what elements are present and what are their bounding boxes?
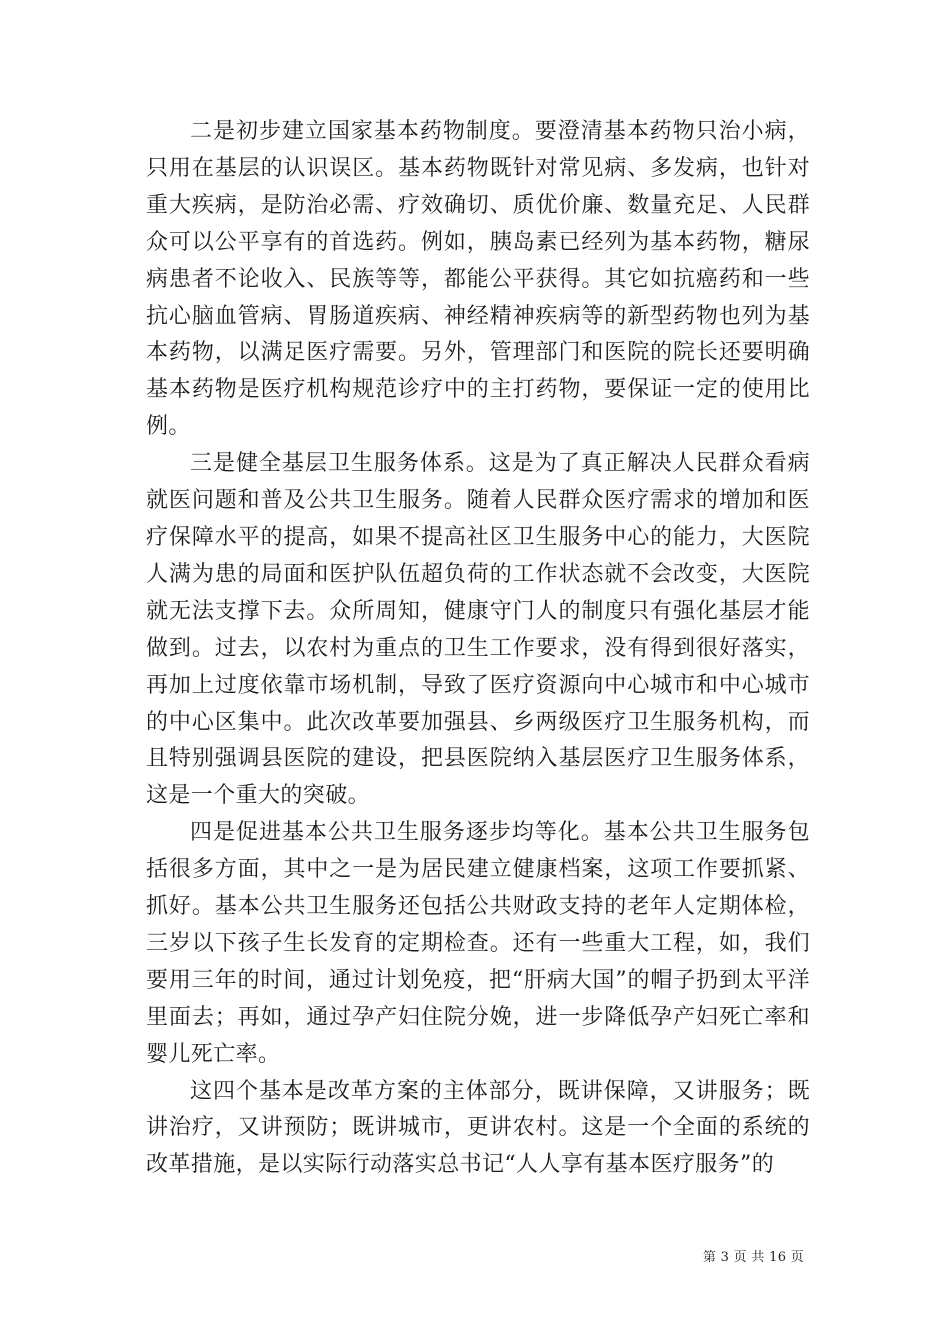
paragraph-grassroots-health: 三是健全基层卫生服务体系。这是为了真正解决人民群众看病就医问题和普及公共卫生服务。随着人民群众医疗需求的增加和医疗保障水平的提高，如果不提高社区卫生服务中心的能力，大医院人满为患的局面和医护队伍超负荷的工作状态就不会改变，大医院就无法支撑下去。众所周知，健康守门人的制度只有强化基层才能做到。过去，以农村为重点的卫生工作要求，没有得到很好落实，再加上过度依靠市场机制，导致了医疗资源向中心城市和中心城市的中心区集中。此次改革要加强县、乡两级医疗卫生服务机构，而且特别强调县医院的建设，把县医院纳入基层医疗卫生服务体系，这是一个重大的突破。: [146, 451, 810, 809]
paragraph-basic-drugs: 二是初步建立国家基本药物制度。要澄清基本药物只治小病，只用在基层的认识误区。基本药物既针对常见病、多发病，也针对重大疾病，是防治必需、疗效确切、质优价廉、数量充足、人民群众可以公平享有的首选药。例如，胰岛素已经列为基本药物，糖尿病患者不论收入、民族等等，都能公平获得。其它如抗癌药和一些抗心脑血管病、胃肠道疾病、神经精神疾病等的新型药物也列为基本药物，以满足医疗需要。另外，管理部门和医院的院长还要明确基本药物是医疗机构规范诊疗中的主打药物，要保证一定的使用比例。: [146, 119, 810, 440]
paragraph-four-basics-summary: 这四个基本是改革方案的主体部分，既讲保障，又讲服务；既讲治疗，又讲预防；既讲城市，更讲农村。这是一个全面的系统的改革措施，是以实际行动落实总书记“人人享有基本医疗服务”的: [146, 1078, 810, 1178]
page-number-footer: 第 3 页 共 16 页: [702, 1250, 804, 1265]
document-body: [146, 114, 810, 1184]
paragraph-public-health-equalization: 四是促进基本公共卫生服务逐步均等化。基本公共卫生服务包括很多方面，其中之一是为居民建立健康档案，这项工作要抓紧、抓好。基本公共卫生服务还包括公共财政支持的老年人定期体检，三岁以下孩子生长发育的定期检查。还有一些重大工程，如，我们要用三年的时间，通过计划免疫，把“肝病大国”的帽子扔到太平洋里面去；再如，通过孕产妇住院分娩，进一步降低孕产妇死亡率和婴儿死亡率。: [146, 820, 810, 1067]
